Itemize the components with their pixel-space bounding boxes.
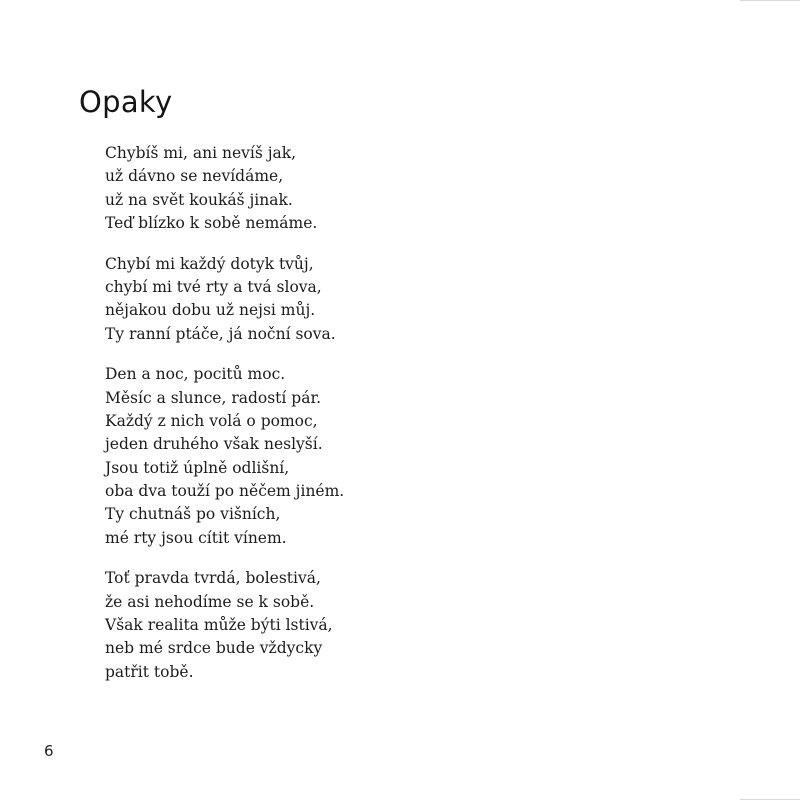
stanza-3 [105,363,344,550]
stanza-4 [105,567,344,684]
poem-line: patřit tobě. [105,662,194,681]
poem-line: chybí mi tvé rty a tvá slova, [105,277,322,296]
poem-line: Jsou totiž úplně odlišní, [105,458,290,477]
poem-line: neb mé srdce bude vždycky [105,639,323,658]
poem-line: Chybí mi každý dotyk tvůj, [105,254,314,273]
page-number: 6 [44,742,54,760]
poem-line: Však realita může býti lstivá, [105,616,333,635]
poem-line: Ty ranní ptáče, já noční sova. [105,324,336,343]
poem-line: Toť pravda tvrdá, bolestivá, [105,569,321,588]
page-edge-top [740,0,800,1]
poem-line: Den a noc, pocitů moc. [105,365,286,384]
poem-line: Ty chutnáš po višních, [105,505,281,524]
poem-line: mé rty jsou cítit vínem. [105,528,287,547]
poem-line: oba dva touží po něčem jiném. [105,482,345,501]
stanza-2 [105,253,344,347]
poem-body [105,142,344,701]
poem-line: Teď blízko k sobě nemáme. [105,214,318,233]
poem-line: že asi nehodíme se k sobě. [105,592,315,611]
stanza-1 [105,142,344,236]
poem-line: už dávno se nevídáme, [105,167,284,186]
poem-line: Měsíc a slunce, radostí pár. [105,388,322,407]
poem-title: Opaky [79,85,173,119]
poem-line: Každý z nich volá o pomoc, [105,411,318,430]
poem-line: jeden druhého však neslyší. [105,435,323,454]
poem-line: nějakou dobu už nejsi můj. [105,301,316,320]
poem-line: Chybíš mi, ani nevíš jak, [105,144,297,162]
poem-line: už na svět koukáš jinak. [105,190,293,209]
